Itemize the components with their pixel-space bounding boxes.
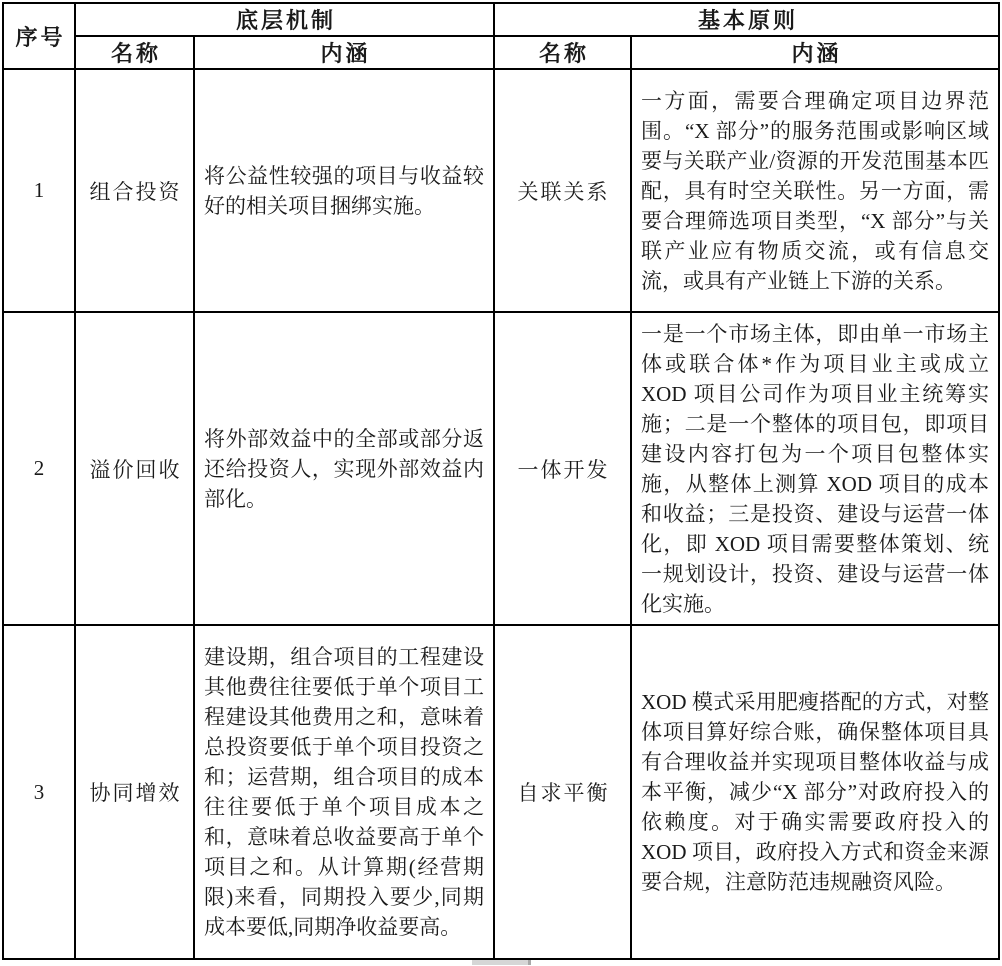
header-row-groups xyxy=(3,3,999,36)
principle-name-cell: 关联关系 xyxy=(494,69,631,312)
principle-meaning-cell: 一是一个市场主体，即由单一市场主体或联合体*作为项目业主或成立 XOD 项目公司作为项目业主统筹实施；二是一个整体的项目包，即项目建设内容打包为一个项目包整体实施，从整体上测算 XOD 项目的成本和收益；三是投资、建设与运营一体化，即 XOD 项目需要整体策划、统一规划设计，投资、建设与运营一体化实施。 xyxy=(631,312,999,625)
row-serial-number: 1 xyxy=(3,69,75,312)
header-row-sublabels xyxy=(3,36,999,69)
principle-name-cell: 自求平衡 xyxy=(494,625,631,959)
header-mechanism-name: 名称 xyxy=(75,36,194,69)
table-row xyxy=(3,312,999,625)
row-serial-number: 3 xyxy=(3,625,75,959)
header-principle-meaning: 内涵 xyxy=(631,36,999,69)
header-serial-number: 序号 xyxy=(3,3,75,69)
mechanism-meaning-cell: 建设期，组合项目的工程建设其他费往往要低于单个项目工程建设其他费用之和，意味着总投资要低于单个项目投资之和；运营期，组合项目的成本往往要低于单个项目成本之和，意味着总收益要高于单个项目之和。从计算期(经营期限)来看，同期投入要少,同期成本要低,同期净收益要高。 xyxy=(194,625,494,959)
principle-name-cell: 一体开发 xyxy=(494,312,631,625)
table-row xyxy=(3,69,999,312)
table-row xyxy=(3,625,999,959)
principle-meaning-cell: 一方面，需要合理确定项目边界范围。“X 部分”的服务范围或影响区域要与关联产业/资源的开发范围基本匹配，具有时空关联性。另一方面，需要合理筛选项目类型，“X 部分”与关联产业应有物质交流，或有信息交流，或具有产业链上下游的关系。 xyxy=(631,69,999,312)
mechanism-name-cell: 溢价回收 xyxy=(75,312,194,625)
principle-meaning-cell: XOD 模式采用肥瘦搭配的方式，对整体项目算好综合账，确保整体项目具有合理收益并实现项目整体收益与成本平衡，减少“X 部分”对政府投入的依赖度。对于确实需要政府投入的 XOD 项目，政府投入方式和资金来源要合规，注意防范违规融资风险。 xyxy=(631,625,999,959)
row-serial-number: 2 xyxy=(3,312,75,625)
mechanism-principle-table xyxy=(2,2,1000,960)
mechanism-name-cell: 协同增效 xyxy=(75,625,194,959)
mechanism-meaning-cell: 将公益性较强的项目与收益较好的相关项目捆绑实施。 xyxy=(194,69,494,312)
header-mechanism-meaning: 内涵 xyxy=(194,36,494,69)
mechanism-meaning-cell: 将外部效益中的全部或部分返还给投资人，实现外部效益内部化。 xyxy=(194,312,494,625)
header-group-mechanism: 底层机制 xyxy=(75,3,494,36)
header-principle-name: 名称 xyxy=(494,36,631,69)
mechanism-name-cell: 组合投资 xyxy=(75,69,194,312)
header-group-principle: 基本原则 xyxy=(494,3,999,36)
horizontal-scrollbar-thumb[interactable] xyxy=(472,960,531,965)
